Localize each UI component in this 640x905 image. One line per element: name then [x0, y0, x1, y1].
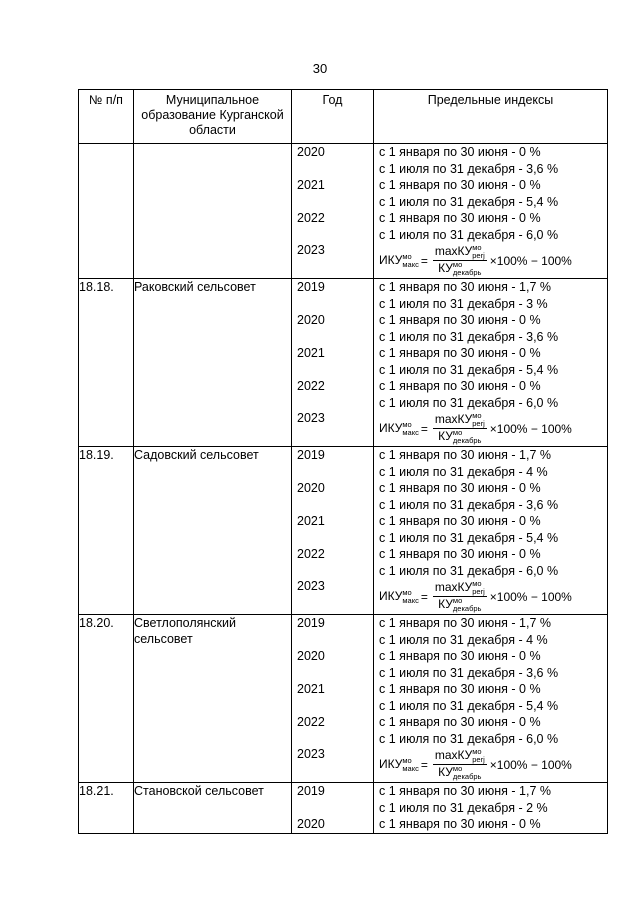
index-line: с 1 июля по 31 декабря - 5,4 % [379, 698, 559, 713]
formula-den-scripts [453, 261, 482, 277]
table-row [79, 783, 608, 834]
year-value: 2023 [297, 747, 325, 761]
page-number: 30 [312, 61, 328, 76]
indices-cell [374, 783, 608, 834]
indices-cell [374, 144, 608, 279]
formula-den-base: КУ [438, 765, 453, 780]
table-row [79, 615, 608, 783]
formula-denominator [436, 765, 483, 781]
formula-num-base: maxКУ [434, 412, 473, 427]
formula-denominator [436, 429, 483, 445]
tariff-index-table [78, 89, 608, 834]
formula-lhs-base: ИКУ [379, 588, 403, 603]
formula-numerator [433, 412, 487, 429]
table-row [79, 447, 608, 615]
formula-den-scripts [453, 597, 482, 613]
index-line: с 1 января по 30 июня - 0 % [379, 649, 541, 663]
indices-cell [374, 447, 608, 615]
index-line: с 1 января по 30 июня - 0 % [379, 379, 541, 393]
year-value: 2020 [297, 481, 325, 495]
year-cell [292, 144, 374, 279]
header-num: № п/п [79, 90, 134, 144]
formula-row [374, 243, 607, 278]
formula-num-sub: perj [472, 755, 485, 764]
year-value: 2019 [297, 280, 325, 294]
municipality-name: Раковский сельсовет [134, 279, 292, 447]
equals-sign: = [420, 589, 428, 604]
formula-numerator [433, 748, 487, 765]
formula-lhs-sup: мо [402, 251, 412, 261]
index-line: с 1 января по 30 июня - 0 % [379, 682, 541, 696]
formula-lhs-sup: мо [402, 587, 412, 597]
formula-lhs-sup: мо [402, 419, 412, 429]
formula-lhs-scripts [402, 421, 418, 437]
formula-lhs-base: ИКУ [379, 756, 403, 771]
year-value: 2019 [297, 448, 325, 462]
formula-fraction [433, 748, 487, 781]
year-value: 2021 [297, 346, 325, 360]
formula-den-sub: декабрь [452, 772, 482, 781]
formula-den-sup: мо [452, 764, 463, 773]
index-line: с 1 января по 30 июня - 0 % [379, 178, 541, 192]
year-value: 2021 [297, 514, 325, 528]
year-cell [292, 615, 374, 783]
formula-tail: ×100% − 100% [489, 421, 572, 436]
index-line: с 1 января по 30 июня - 0 % [379, 313, 541, 327]
formula-num-sub: perj [472, 587, 485, 596]
year-value: 2019 [297, 616, 325, 630]
index-line: с 1 июля по 31 декабря - 3 % [379, 296, 548, 311]
index-line: с 1 января по 30 июня - 1,7 % [379, 616, 551, 630]
formula-numerator [433, 580, 487, 597]
index-line: с 1 июля по 31 декабря - 5,4 % [379, 530, 559, 545]
index-line: с 1 июля по 31 декабря - 6,0 % [379, 563, 559, 578]
municipality-name: Светлополянский сельсовет [134, 615, 292, 783]
formula-lhs [379, 757, 419, 773]
formula-num-sup: мо [472, 243, 482, 252]
row-number: 18.18. [79, 279, 134, 447]
year-cell [292, 447, 374, 615]
formula-num-sup: мо [472, 411, 482, 420]
index-formula [379, 580, 572, 613]
municipality-name: Садовский сельсовет [134, 447, 292, 615]
formula-num-scripts [472, 748, 485, 764]
formula-lhs-scripts [402, 589, 418, 605]
index-line: с 1 января по 30 июня - 0 % [379, 547, 541, 561]
formula-tail: ×100% − 100% [489, 757, 572, 772]
formula-tail: ×100% − 100% [489, 589, 572, 604]
index-line: с 1 июля по 31 декабря - 4 % [379, 632, 548, 647]
formula-den-sub: декабрь [452, 436, 482, 445]
formula-lhs-base: ИКУ [379, 420, 403, 435]
index-line: с 1 января по 30 июня - 0 % [379, 514, 541, 528]
year-value: 2022 [297, 379, 325, 393]
row-number: 18.19. [79, 447, 134, 615]
index-formula [379, 244, 572, 277]
formula-lhs [379, 253, 419, 269]
formula-num-sub: perj [472, 251, 485, 260]
year-cell [292, 279, 374, 447]
formula-lhs-scripts [402, 757, 418, 773]
index-line: с 1 января по 30 июня - 0 % [379, 211, 541, 225]
year-value: 2019 [297, 784, 325, 798]
row-number: 18.21. [79, 783, 134, 834]
year-value: 2022 [297, 211, 325, 225]
index-line: с 1 июля по 31 декабря - 2 % [379, 800, 548, 815]
index-line: с 1 июля по 31 декабря - 5,4 % [379, 194, 559, 209]
formula-den-base: КУ [438, 429, 453, 444]
index-line: с 1 июля по 31 декабря - 6,0 % [379, 227, 559, 242]
formula-num-sup: мо [472, 579, 482, 588]
formula-den-sub: декабрь [452, 604, 482, 613]
formula-num-scripts [472, 244, 485, 260]
row-number: 18.20. [79, 615, 134, 783]
table-row [79, 279, 608, 447]
index-line: с 1 января по 30 июня - 1,7 % [379, 448, 551, 462]
formula-den-sup: мо [452, 596, 463, 605]
municipality-name: Становской сельсовет [134, 783, 292, 834]
formula-num-sub: perj [472, 419, 485, 428]
header-indices: Предельные индексы [374, 90, 608, 144]
formula-num-base: maxКУ [434, 244, 473, 259]
index-line: с 1 января по 30 июня - 1,7 % [379, 280, 551, 294]
index-line: с 1 июля по 31 декабря - 5,4 % [379, 362, 559, 377]
formula-lhs [379, 589, 419, 605]
equals-sign: = [420, 757, 428, 772]
formula-num-base: maxКУ [434, 748, 473, 763]
formula-lhs-sub: макс [402, 427, 419, 437]
formula-lhs-sub: макс [402, 595, 419, 605]
formula-tail: ×100% − 100% [489, 253, 572, 268]
index-line: с 1 января по 30 июня - 1,7 % [379, 784, 551, 798]
equals-sign: = [420, 421, 428, 436]
year-value: 2023 [297, 411, 325, 425]
year-value: 2021 [297, 682, 325, 696]
formula-denominator [436, 597, 483, 613]
index-line: с 1 июля по 31 декабря - 3,6 % [379, 161, 559, 176]
formula-row [374, 579, 607, 614]
year-value: 2022 [297, 715, 325, 729]
formula-den-base: КУ [438, 261, 453, 276]
formula-lhs-base: ИКУ [379, 252, 403, 267]
municipality-name [134, 144, 292, 279]
year-value: 2022 [297, 547, 325, 561]
year-cell [292, 783, 374, 834]
formula-num-base: maxКУ [434, 580, 473, 595]
index-line: с 1 июля по 31 декабря - 4 % [379, 464, 548, 479]
row-number [79, 144, 134, 279]
formula-numerator [433, 244, 487, 261]
header-year: Год [292, 90, 374, 144]
formula-row [374, 411, 607, 446]
index-line: с 1 января по 30 июня - 0 % [379, 481, 541, 495]
year-value: 2020 [297, 817, 325, 831]
formula-lhs-sup: мо [402, 755, 412, 765]
formula-den-sup: мо [452, 260, 463, 269]
index-formula [379, 748, 572, 781]
year-value: 2021 [297, 178, 325, 192]
formula-row [374, 747, 607, 782]
formula-den-scripts [453, 429, 482, 445]
index-formula [379, 412, 572, 445]
index-line: с 1 июля по 31 декабря - 3,6 % [379, 329, 559, 344]
year-value: 2023 [297, 579, 325, 593]
formula-lhs-sub: макс [402, 763, 419, 773]
formula-den-base: КУ [438, 597, 453, 612]
table-row [79, 144, 608, 279]
index-line: с 1 января по 30 июня - 0 % [379, 346, 541, 360]
formula-num-scripts [472, 580, 485, 596]
formula-num-sup: мо [472, 747, 482, 756]
formula-fraction [433, 244, 487, 277]
formula-lhs [379, 421, 419, 437]
header-municipality: Муниципальное образование Курганской области [134, 90, 292, 144]
index-line: с 1 июля по 31 декабря - 3,6 % [379, 497, 559, 512]
formula-lhs-sub: макс [402, 259, 419, 269]
indices-cell [374, 279, 608, 447]
index-line: с 1 июля по 31 декабря - 3,6 % [379, 665, 559, 680]
indices-cell [374, 615, 608, 783]
index-line: с 1 января по 30 июня - 0 % [379, 145, 541, 159]
year-value: 2020 [297, 649, 325, 663]
formula-fraction [433, 412, 487, 445]
formula-den-sup: мо [452, 428, 463, 437]
index-line: с 1 июля по 31 декабря - 6,0 % [379, 731, 559, 746]
formula-denominator [436, 261, 483, 277]
formula-den-sub: декабрь [452, 268, 482, 277]
year-value: 2023 [297, 243, 325, 257]
index-line: с 1 января по 30 июня - 0 % [379, 715, 541, 729]
formula-fraction [433, 580, 487, 613]
formula-lhs-scripts [402, 253, 418, 269]
year-value: 2020 [297, 313, 325, 327]
table-header-row [79, 90, 608, 144]
index-line: с 1 июля по 31 декабря - 6,0 % [379, 395, 559, 410]
index-line: с 1 января по 30 июня - 0 % [379, 817, 541, 831]
year-value: 2020 [297, 145, 325, 159]
formula-den-scripts [453, 765, 482, 781]
formula-num-scripts [472, 412, 485, 428]
equals-sign: = [420, 253, 428, 268]
